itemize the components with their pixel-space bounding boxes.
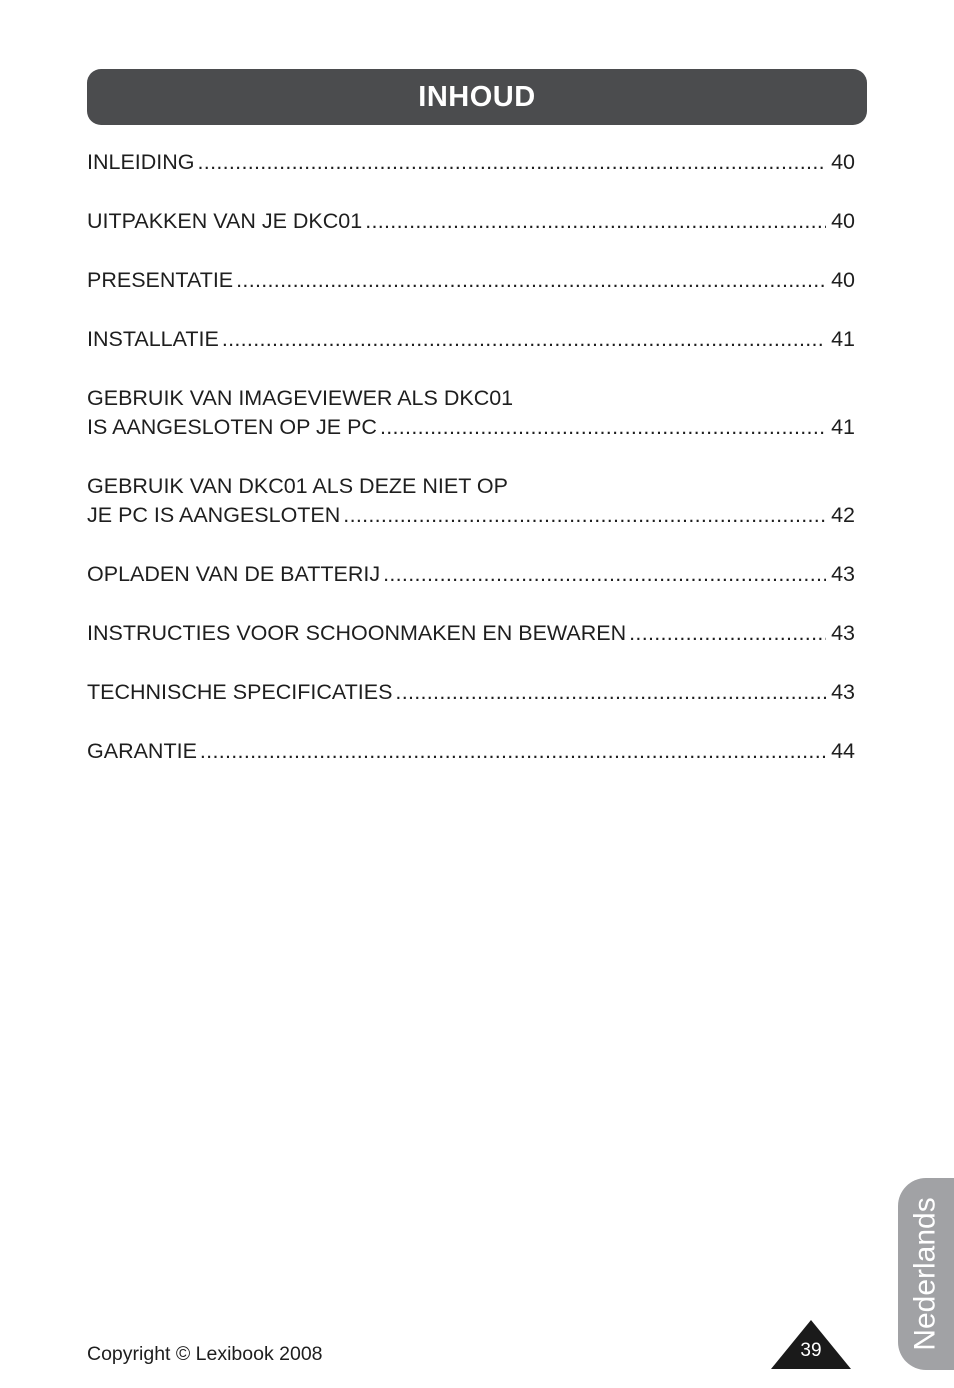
toc-dot-leader [629,619,826,648]
toc-entry-title: INSTALLATIE [87,327,219,351]
toc-entry [87,678,855,707]
toc-page-number: 40 [831,150,855,174]
toc-line [87,678,855,707]
toc-dot-leader [200,737,826,766]
toc-dot-leader [236,266,826,295]
toc-line [87,413,855,442]
language-tab-label: Nederlands [909,1197,942,1351]
toc-entry-title: GEBRUIK VAN DKC01 ALS DEZE NIET OP [87,474,508,498]
toc-entry-title: INSTRUCTIES VOOR SCHOONMAKEN EN BEWAREN [87,621,627,645]
toc-line [87,560,855,589]
toc-page-number: 44 [831,739,855,763]
toc-page-number: 41 [831,415,855,439]
toc-line [87,472,855,501]
toc-entry-title: OPLADEN VAN DE BATTERIJ [87,562,381,586]
toc-entry [87,325,855,354]
toc-page-number: 42 [831,503,855,527]
copyright-notice: Copyright © Lexibook 2008 [87,1343,323,1365]
toc-entry-title: JE PC IS AANGESLOTEN [87,503,341,527]
toc-line [87,737,855,766]
toc-entry [87,384,855,442]
toc-entry [87,619,855,648]
toc-page-number: 43 [831,562,855,586]
toc-dot-leader [198,148,827,177]
toc-page-number: 40 [831,268,855,292]
toc-entry [87,148,855,177]
toc-page-number: 40 [831,209,855,233]
toc-entry [87,207,855,236]
toc-line [87,325,855,354]
page-title: INHOUD [418,80,536,113]
toc-entry [87,560,855,589]
language-tab-label-wrap [898,1178,954,1370]
toc-entry-title: PRESENTATIE [87,268,234,292]
toc-dot-leader [365,207,826,236]
toc-page-number: 41 [831,327,855,351]
toc-line [87,384,855,413]
toc-entry-title: IS AANGESLOTEN OP JE PC [87,415,377,439]
toc-entry-title: TECHNISCHE SPECIFICATIES [87,680,393,704]
table-of-contents [87,148,855,796]
toc-entry [87,737,855,766]
toc-entry-title: INLEIDING [87,150,195,174]
toc-line [87,207,855,236]
toc-dot-leader [383,560,826,589]
toc-page-number: 43 [831,680,855,704]
header-bar [87,69,867,125]
toc-entry-title: GARANTIE [87,739,197,763]
toc-dot-leader [343,501,826,530]
page-number: 39 [800,1340,822,1361]
toc-line [87,501,855,530]
toc-line [87,148,855,177]
toc-line [87,619,855,648]
toc-entry-title: GEBRUIK VAN IMAGEVIEWER ALS DKC01 [87,386,514,410]
language-tab [898,1178,954,1370]
toc-entry-title: UITPAKKEN VAN JE DKC01 [87,209,363,233]
toc-dot-leader [222,325,826,354]
toc-entry [87,266,855,295]
toc-dot-leader [395,678,826,707]
toc-dot-leader [380,413,826,442]
toc-line [87,266,855,295]
toc-page-number: 43 [831,621,855,645]
toc-entry [87,472,855,530]
